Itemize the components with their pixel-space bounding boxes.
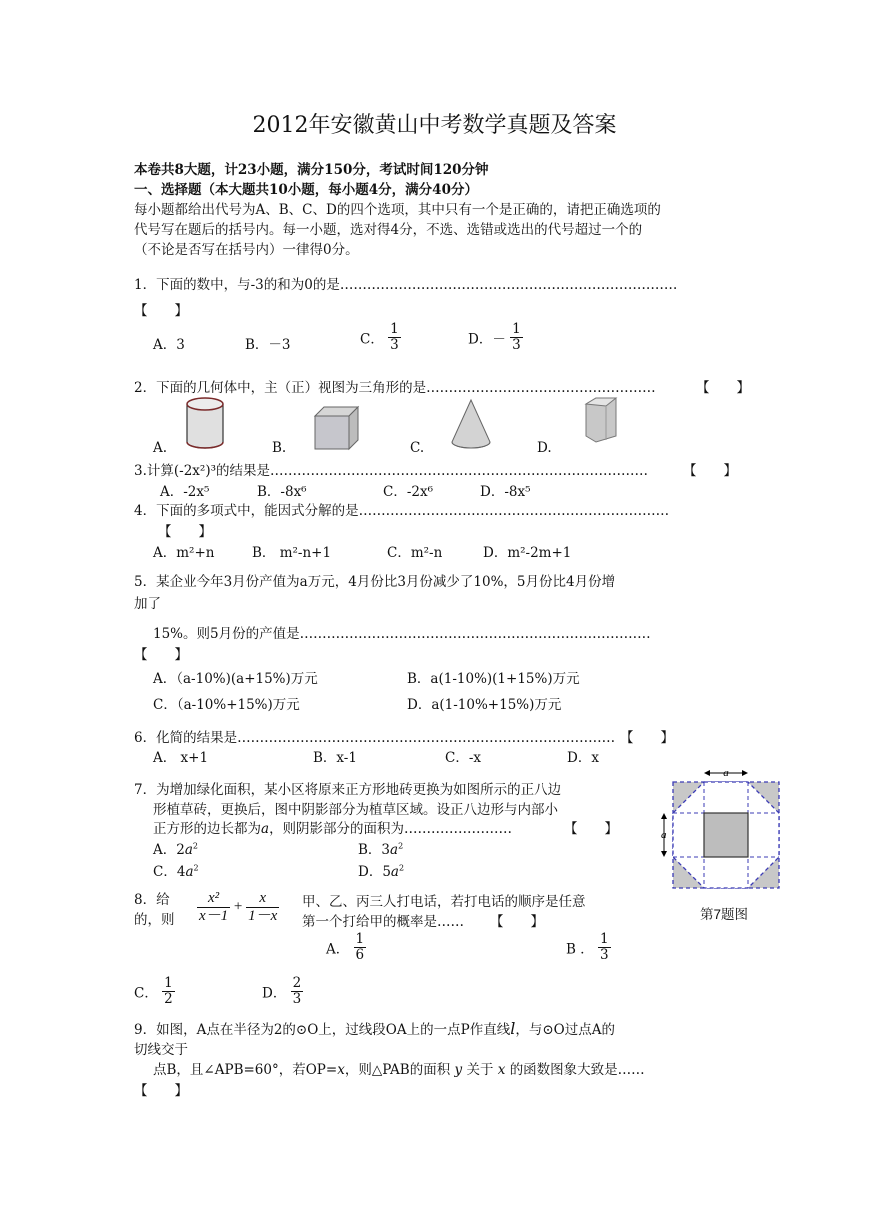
q7-stem: 7．为增加绿化面积，某小区将原来正方形地砖更换为如图所示的正八边 [134,782,562,798]
dimension-label: a [661,829,667,841]
section1-heading: 一、选择题（本大题共10小题，每小题4分，满分40分） [134,182,478,198]
q2-option-c: C. [410,440,425,456]
q6-stem: 6．化简的结果是………………………………………………………………………… [134,730,616,746]
answer-bracket: 【 】 [134,647,188,663]
q8-stem: 的，则 [134,912,175,928]
q2-option-d: D. [537,440,552,456]
q5-option-b: B．a(1-10%)(1+15%)万元 [407,671,580,687]
answer-bracket: 【 】 [134,303,188,319]
q8-option-b: B ． $\frac{1}{3}$ [566,931,609,963]
answer-bracket: 【 】 [134,1083,188,1099]
q9-stem: 切线交于 [134,1042,188,1058]
octagon-tile-figure [658,764,788,894]
instruction-line: 每小题都给出代号为A、B、C、D的四个选项，其中只有一个是正确的，请把正确选项的 [134,202,661,218]
q9-stem: 点B，且∠APB=60°，若OP=x，则△PAB的面积 y 关于 x 的函数图象大致是…… [153,1062,645,1078]
q3-option-b: B．-8x⁶ [257,484,307,500]
q3-option-a: A．-2x⁵ [160,484,210,500]
answer-bracket: 【 】 [490,914,544,930]
q1-option-c: C． $\frac{1}{3}$ [360,321,399,353]
q4-option-a: A．m²+n [153,545,215,561]
dimension-label: a [723,767,729,779]
q7-option-b: B．$3a^2$ [358,841,404,858]
answer-bracket: 【 】 [564,821,618,837]
q8-option-c: C． $\frac{1}{2}$ [134,975,173,1007]
answer-bracket: 【 】 [158,524,212,540]
q3-stem: 3.计算(-2x²)³的结果是………………………………………………………………………… [134,463,649,479]
q8-stem: 第一个打给甲的概率是…… [302,914,464,930]
q7-option-a: A．$2a^2$ [153,841,198,858]
q8-expression: $\frac{\text{x²}}{x-1}$ + $\frac{x}{1-x}$ [199,890,278,924]
q7-stem: 正方形的边长都为a，则阴影部分的面积为…………………… [153,821,513,837]
cone-figure [448,398,494,452]
q7-stem: 形植草砖，更换后，图中阴影部分为植草区域。设正八边形与内部小 [153,802,558,818]
q7-option-c: C．$4a^2$ [153,863,199,880]
q2-stem: 2．下面的几何体中，主（正）视图为三角形的是…………………………………………… [134,380,656,396]
cube-figure [312,404,362,452]
cylinder-figure [184,396,226,452]
figure-caption: 第7题图 [700,907,749,922]
q3-option-d: D．-8x⁵ [480,484,531,500]
q8-option-a: A． $\frac{1}{6}$ [326,931,365,963]
q6-option-c: C．-x [445,750,482,766]
q2-option-b: B. [272,440,287,456]
q2-option-a: A. [153,440,168,456]
q8-stem: 甲、乙、丙三人打电话，若打电话的顺序是任意 [302,894,586,910]
instruction-line: 代号写在题后的括号内。每一小题，选对得4分，不选、选错或选出的代号超过一个的 [134,222,643,238]
q4-option-b: B． m²-n+1 [252,545,332,561]
q5-stem: 5．某企业今年3月份产值为a万元，4月份比3月份减少了10%，5月份比4月份增 [134,574,616,590]
q6-option-b: B．x-1 [313,750,357,766]
q3-option-c: C．-2x⁶ [383,484,434,500]
q7-option-d: D．$5a^2$ [358,863,405,880]
q5-stem: 15%。则5月份的产值是…………………………………………………………………… [153,626,651,642]
fraction: $\frac{1}{3}$ [390,321,399,353]
q6-option-d: D．x [567,750,599,766]
q4-option-d: D．m²-2m+1 [483,545,572,561]
q1-option-d: D．－ $\frac{1}{3}$ [468,321,521,353]
q8-stem: 8．给 [134,892,170,908]
q1-stem: 1．下面的数中，与-3的和为0的是………………………………………………………………… [134,277,678,293]
q4-option-c: C．m²-n [387,545,443,561]
q5-stem: 加了 [134,596,161,612]
q1-option-a: A．3 [153,337,185,353]
answer-bracket: 【 】 [696,380,750,396]
instruction-line: （不论是否写在括号内）一律得0分。 [134,242,359,258]
page-title: 2012年安徽黄山中考数学真题及答案 [252,113,617,138]
fraction: $\frac{1}{3}$ [512,321,521,353]
q5-option-c: C．（a-10%+15%)万元 [153,697,300,713]
q5-option-a: A．（a-10%)(a+15%)万元 [153,671,318,687]
prism-figure [582,396,624,448]
q4-stem: 4．下面的多项式中，能因式分解的是…………………………………………………………… [134,503,670,519]
q5-option-d: D．a(1-10%+15%)万元 [407,697,562,713]
q6-option-a: A． x+1 [153,750,209,766]
answer-bracket: 【 】 [683,463,737,479]
q8-option-d: D． $\frac{2}{3}$ [262,975,302,1007]
answer-bracket: 【 】 [620,730,674,746]
q1-option-b: B．－3 [245,337,291,353]
exam-info: 本卷共8大题，计23小题，满分150分，考试时间120分钟 [134,162,489,178]
q9-stem: 9．如图，A点在半径为2的⊙O上，过线段OA上的一点P作直线l，与⊙O过点A的 [134,1019,615,1038]
